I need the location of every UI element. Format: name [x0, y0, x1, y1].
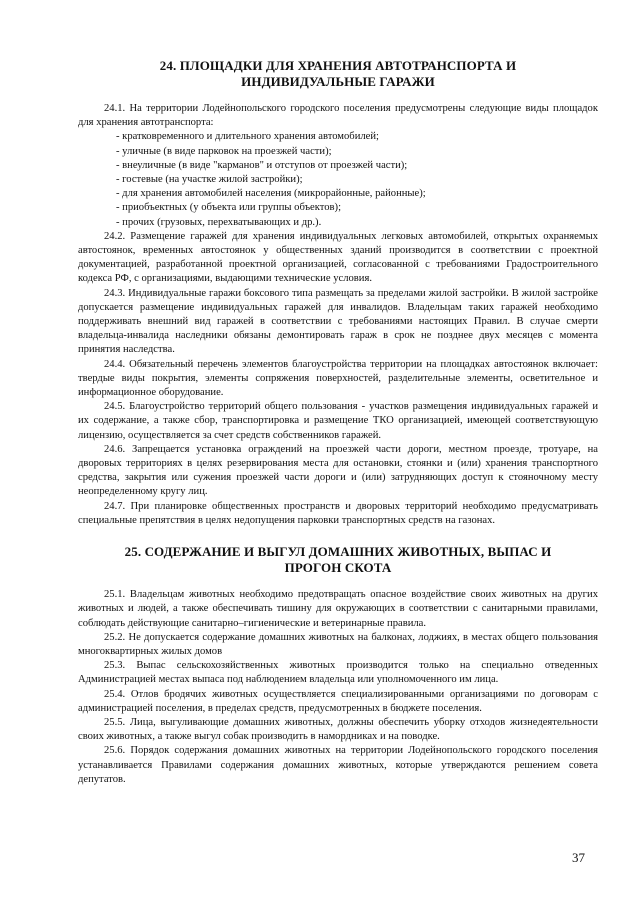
list-item: - для хранения автомобилей населения (микрорайонные, районные); — [116, 188, 426, 200]
page-number: 37 — [572, 850, 585, 865]
paragraph-25-4: 25.4. Отлов бродячих животных осуществляется специализированными организациями по договорам с администрацией поселения, в пределах средств, предусмотренных в бюджете поселения. — [78, 688, 598, 714]
paragraph-24-2: 24.2. Размещение гаражей для хранения индивидуальных легковых автомобилей, открытых охраняемых автостоянок, временных автостоянок у общественных зданий производится в соответствии с проектной документацией, разработанной проектной организацией, согласованной с требованиями Градостроительного кодекса РФ, с организациями, выдающими технические условия. — [78, 230, 598, 285]
paragraph-25-6: 25.6. Порядок содержания домашних животных на территории Лодейнопольского городского поселения устанавливается Правилами содержания домашних животных, которые утверждаются решением совета депутатов. — [78, 745, 598, 785]
paragraph-25-3: 25.3. Выпас сельскохозяйственных животных производится только на специально отведенных Администрацией местах выпаса под наблюдением владельца или уполномоченного им лица. — [78, 660, 598, 686]
list-item: - прочих (грузовых, перехватывающих и др.). — [116, 216, 322, 228]
section-25-title-line1: 25. СОДЕРЖАНИЕ И ВЫГУЛ ДОМАШНИХ ЖИВОТНЫХ, ВЫПАС И — [124, 544, 552, 560]
section-25-title-line2: ПРОГОН СКОТА — [284, 560, 392, 576]
paragraph-24-7: 24.7. При планировке общественных пространств и дворовых территорий необходимо предусматривать специальные препятствия в целях недопущения парковки транспортных средств на газонах. — [78, 500, 598, 526]
paragraph-24-5: 24.5. Благоустройство территорий общего пользования - участков размещения индивидуальных гаражей и их содержание, а также сбор, транспортировка и размещение ТКО организацией, имеющей соответствующую лицензию, осуществляется за счет средств собственников гаражей. — [78, 401, 598, 441]
section-24-title-line2: ИНДИВИДУАЛЬНЫЕ ГАРАЖИ — [241, 74, 435, 89]
section-25-title — [78, 544, 598, 576]
list-item: - приобъектных (у объекта или группы объектов); — [116, 202, 342, 214]
list-item: - уличные (в виде парковок на проезжей части); — [116, 145, 332, 157]
paragraph-25-1: 25.1. Владельцам животных необходимо предотвращать опасное воздействие своих животных на других животных и людей, а также обеспечивать тишину для окружающих в соответствии с санитарными правилами, соблюдать действующие санитарно–гигиенические и ветеринарные правила. — [78, 589, 598, 629]
paragraph-24-1: 24.1. На территории Лодейнопольского городского поселения предусмотрены следующие виды площадок для хранения автотранспорта: — [78, 103, 598, 129]
list-item: - кратковременного и длительного хранения автомобилей; — [116, 131, 379, 143]
list-item: - внеуличные (в виде "карманов" и отступов от проезжей части); — [116, 159, 408, 171]
paragraph-24-6: 24.6. Запрещается установка ограждений на проезжей части дороги, местном проезде, тротуаре, на дворовых территориях в целях резервирования места для остановки, стоянки и (или) хранения транспортного средства, закрытия или сужения проезжей части дороги и (или) затрудняющих доступ к стояночному месту неопределенному кругу лиц. — [78, 443, 598, 498]
document-page — [78, 58, 598, 787]
list-item: - гостевые (на участке жилой застройки); — [116, 174, 303, 186]
paragraph-25-5: 25.5. Лица, выгуливающие домашних животных, должны обеспечить уборку отходов жизнедеятельности своих животных, а также выгул собак производить в намордниках и на поводке. — [78, 716, 598, 743]
paragraph-25-2: 25.2. Не допускается содержание домашних животных на балконах, лоджиях, в местах общего пользования многоквартирных жилых домов — [78, 631, 598, 657]
paragraph-24-3: 24.3. Индивидуальные гаражи боксового типа размещать за пределами жилой застройки. В жилой застройке допускается размещение индивидуальных гаражей для инвалидов. Владельцам таких гаражей необходимо поддерживать внешний вид гаражей в соответствии с требованиями настоящих Правил. В случае смерти владельца-инвалида наследники обязаны демонтировать гараж в срок не позднее двух месяцев с момента принятия наследства. — [78, 287, 598, 356]
parking-kinds-list — [78, 130, 598, 229]
section-24-title-line1: 24. ПЛОЩАДКИ ДЛЯ ХРАНЕНИЯ АВТОТРАНСПОРТА И — [159, 58, 517, 73]
paragraph-24-4: 24.4. Обязательный перечень элементов благоустройства территории на площадках автостоянок включает: твердые виды покрытия, элементы сопряжения поверхностей, разделительные элементы, осветительное и информационное оборудование. — [78, 358, 598, 399]
section-24-title — [78, 58, 598, 90]
